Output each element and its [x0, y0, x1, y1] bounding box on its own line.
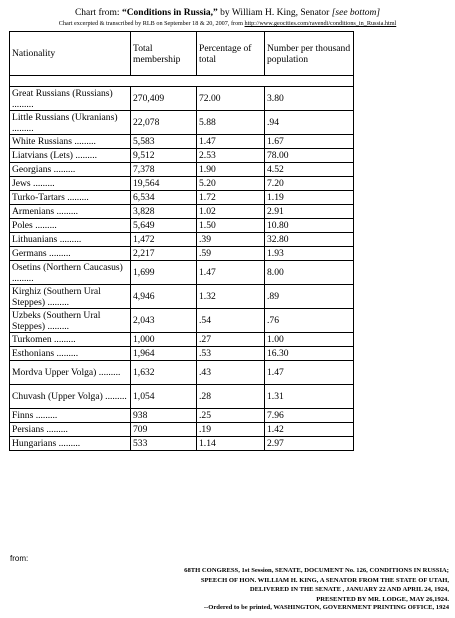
citation-block [9, 566, 449, 604]
cell-total: 6,534 [131, 191, 197, 205]
table-row [10, 385, 354, 409]
cell-per-thousand: 4.52 [265, 163, 354, 177]
cell-percentage: .43 [197, 361, 265, 385]
membership-table [9, 31, 354, 451]
cell-nationality: White Russians ......... [10, 135, 131, 149]
source-text: Chart excerpted & transcribed by RLB on September 18 & 20, 2007, from [58, 20, 245, 27]
cell-per-thousand: 32.80 [265, 233, 354, 247]
table-row [10, 437, 354, 451]
citation-line-1: 68TH CONGRESS, 1st Session, SENATE, DOCUMENT No. 126, CONDITIONS IN RUSSIA; [184, 567, 449, 574]
column-header-nationality: Nationality [10, 32, 131, 76]
cell-per-thousand: 2.91 [265, 205, 354, 219]
cell-per-thousand: .94 [265, 111, 354, 135]
cell-nationality: Georgians ......... [10, 163, 131, 177]
table-row [10, 347, 354, 361]
cell-nationality: Armenians ......... [10, 205, 131, 219]
cell-per-thousand: 1.42 [265, 423, 354, 437]
cell-total: 1,632 [131, 361, 197, 385]
table-row [10, 309, 354, 333]
cell-per-thousand: 1.19 [265, 191, 354, 205]
column-header-per-thousand: Number per thousand population [265, 32, 354, 76]
document-title [0, 8, 455, 18]
table-row [10, 191, 354, 205]
cell-percentage: .54 [197, 309, 265, 333]
table-row [10, 261, 354, 285]
cell-percentage: 5.20 [197, 177, 265, 191]
cell-nationality: Uzbeks (Southern Ural Steppes) ......... [10, 309, 131, 333]
table-row [10, 333, 354, 347]
table-body [10, 87, 354, 451]
citation-line-5: --Ordered to be printed, WASHINGTON, GOVERNMENT PRINTING OFFICE, 1924 [203, 604, 449, 611]
title-prefix: Chart from: [74, 8, 122, 18]
cell-total: 533 [131, 437, 197, 451]
cell-per-thousand: 1.00 [265, 333, 354, 347]
cell-per-thousand: 10.80 [265, 219, 354, 233]
cell-nationality: Mordva Upper Volga) ......... [10, 361, 131, 385]
cell-per-thousand: 7.96 [265, 409, 354, 423]
cell-percentage: .27 [197, 333, 265, 347]
table-row [10, 233, 354, 247]
table-header-row [10, 32, 354, 76]
cell-per-thousand: .76 [265, 309, 354, 333]
cell-percentage: .39 [197, 233, 265, 247]
cell-nationality: Kirghiz (Southern Ural Steppes) ......... [10, 285, 131, 309]
cell-nationality: Turko-Tartars ......... [10, 191, 131, 205]
cell-total: 5,649 [131, 219, 197, 233]
cell-per-thousand: 1.93 [265, 247, 354, 261]
cell-percentage: 1.32 [197, 285, 265, 309]
cell-per-thousand: 16.30 [265, 347, 354, 361]
cell-per-thousand: 1.47 [265, 361, 354, 385]
source-line [0, 20, 455, 27]
cell-nationality: Finns ......... [10, 409, 131, 423]
table-row [10, 111, 354, 135]
table-row [10, 361, 354, 385]
cell-nationality: Esthonians ......... [10, 347, 131, 361]
cell-nationality: Poles ......... [10, 219, 131, 233]
source-link[interactable]: http://www.geocities.com/ravendi/conditions_in_Russia.html [244, 20, 397, 27]
cell-total: 3,828 [131, 205, 197, 219]
cell-percentage: .19 [197, 423, 265, 437]
cell-total: 1,699 [131, 261, 197, 285]
cell-total: 2,217 [131, 247, 197, 261]
cell-nationality: Liatvians (Lets) ......... [10, 149, 131, 163]
cell-total: 22,078 [131, 111, 197, 135]
cell-total: 938 [131, 409, 197, 423]
see-bottom-note: [see bottom] [331, 8, 381, 18]
cell-nationality: Germans ......... [10, 247, 131, 261]
cell-percentage: .28 [197, 385, 265, 409]
cell-per-thousand: 78.00 [265, 149, 354, 163]
title-author: by William H. King, Senator [217, 8, 332, 18]
cell-per-thousand: 2.97 [265, 437, 354, 451]
table-row [10, 219, 354, 233]
title-text: “Conditions in Russia,” [121, 8, 218, 18]
cell-total: 2,043 [131, 309, 197, 333]
citation-line-2: SPEECH OF HON. WILLIAM H. KING, A SENATOR FROM THE STATE OF UTAH, [200, 576, 449, 584]
cell-per-thousand: .89 [265, 285, 354, 309]
cell-percentage: 2.53 [197, 149, 265, 163]
table-row [10, 149, 354, 163]
cell-per-thousand: 3.80 [265, 87, 354, 111]
cell-per-thousand: 8.00 [265, 261, 354, 285]
citation-line-3: DELIVERED IN THE SENATE , JANUARY 22 AND APRIL 24, 1924, [249, 586, 449, 594]
spacer-cell [10, 76, 354, 87]
cell-total: 1,472 [131, 233, 197, 247]
cell-percentage: 72.00 [197, 87, 265, 111]
cell-total: 1,964 [131, 347, 197, 361]
cell-total: 270,409 [131, 87, 197, 111]
table-row [10, 87, 354, 111]
cell-nationality: Jews ......... [10, 177, 131, 191]
cell-percentage: .53 [197, 347, 265, 361]
cell-percentage: 1.90 [197, 163, 265, 177]
cell-percentage: .59 [197, 247, 265, 261]
cell-total: 1,000 [131, 333, 197, 347]
cell-percentage: 1.47 [197, 135, 265, 149]
cell-total: 5,583 [131, 135, 197, 149]
cell-total: 4,946 [131, 285, 197, 309]
cell-per-thousand: 1.31 [265, 385, 354, 409]
cell-per-thousand: 1.67 [265, 135, 354, 149]
cell-nationality: Persians ......... [10, 423, 131, 437]
cell-percentage: 5.88 [197, 111, 265, 135]
table-row [10, 423, 354, 437]
cell-nationality: Great Russians (Russians) ......... [10, 87, 131, 111]
table-row [10, 205, 354, 219]
cell-total: 9,512 [131, 149, 197, 163]
table-row [10, 409, 354, 423]
table-row [10, 135, 354, 149]
cell-percentage: 1.02 [197, 205, 265, 219]
cell-percentage: 1.50 [197, 219, 265, 233]
cell-percentage: 1.47 [197, 261, 265, 285]
cell-nationality: Osetins (Northern Caucasus) ......... [10, 261, 131, 285]
table-spacer-row [10, 76, 354, 87]
cell-percentage: 1.72 [197, 191, 265, 205]
cell-per-thousand: 7.20 [265, 177, 354, 191]
table-row [10, 247, 354, 261]
cell-total: 19,564 [131, 177, 197, 191]
cell-nationality: Turkomen ......... [10, 333, 131, 347]
citation-line-4: PRESENTED BY MR. LODGE, MAY 26,1924. [316, 595, 449, 603]
table-row [10, 177, 354, 191]
cell-nationality: Hungarians ......... [10, 437, 131, 451]
cell-percentage: 1.14 [197, 437, 265, 451]
cell-nationality: Chuvash (Upper Volga) ......... [10, 385, 131, 409]
cell-total: 1,054 [131, 385, 197, 409]
cell-nationality: Lithuanians ......... [10, 233, 131, 247]
table-row [10, 285, 354, 309]
from-label: from: [10, 554, 29, 563]
table-row [10, 163, 354, 177]
column-header-total: Total membership [131, 32, 197, 76]
cell-total: 709 [131, 423, 197, 437]
cell-nationality: Little Russians (Ukranians) ......... [10, 111, 131, 135]
cell-total: 7,378 [131, 163, 197, 177]
cell-percentage: .25 [197, 409, 265, 423]
column-header-percentage: Percentage of total [197, 32, 265, 76]
